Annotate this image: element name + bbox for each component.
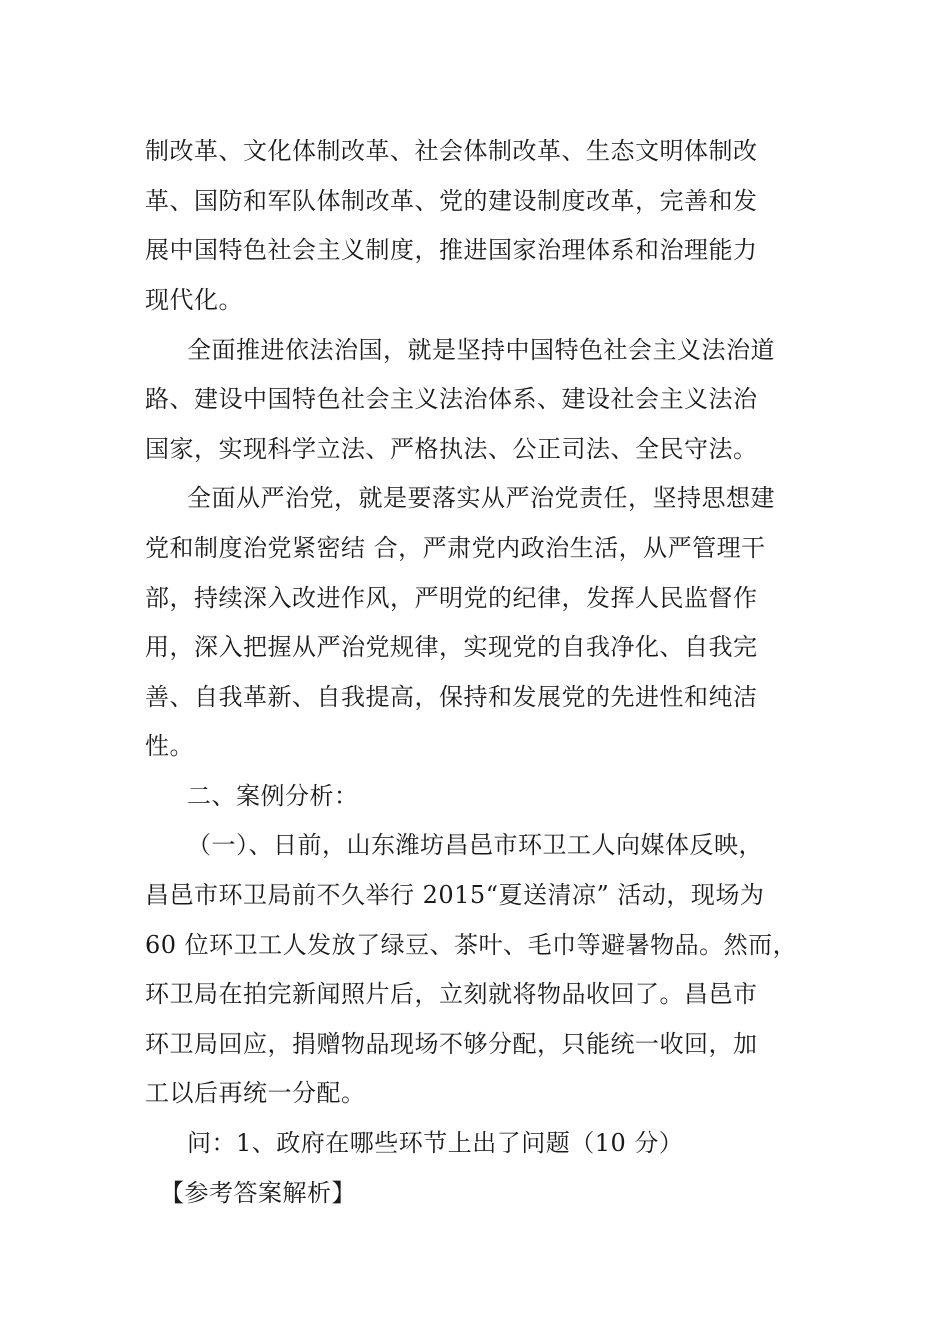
text-line: 用，深入把握从严治党规律，实现党的自我净化、自我完 [145,633,758,661]
text-line: 工以后再统一分配。 [145,1079,366,1107]
text-line: 性。 [145,732,194,760]
paragraph-first-line: 全面从严治党，就是要落实从严治党责任，坚持思想建 [187,484,775,512]
text-line: 昌邑市环卫局前不久举行 2015“夏送清凉” 活动，现场为 [145,881,765,909]
text-line: 环卫局回应，捐赠物品现场不够分配，只能统一收回，加 [145,1030,758,1058]
text-line: 现代化。 [145,286,243,314]
text-line: 制改革、文化体制改革、社会体制改革、生态文明体制改 [145,137,758,165]
section-heading: 二、案例分析： [187,782,359,810]
text-line: 环卫局在拍完新闻照片后，立刻就将物品收回了。昌邑市 [145,980,758,1008]
answer-heading: 【参考答案解析】 [160,1179,356,1207]
question-line: 问：1、政府在哪些环节上出了问题（10 分） [187,1129,684,1157]
text-line: 路、建设中国特色社会主义法治体系、建设社会主义法治 [145,385,758,413]
text-line: 国家，实现科学立法、严格执法、公正司法、全民守法。 [145,435,758,463]
text-line: 60 位环卫工人发放了绿豆、茶叶、毛巾等避暑物品。然而， [145,931,798,959]
text-line: 展中国特色社会主义制度，推进国家治理体系和治理能力 [145,236,758,264]
text-line: 革、国防和军队体制改革、党的建设制度改革，完善和发 [145,187,758,215]
text-line: 部，持续深入改进作风，严明党的纪律，发挥人民监督作 [145,584,758,612]
text-line: 党和制度治党紧密结 合，严肃党内政治生活，从严管理干 [145,534,766,562]
paragraph-first-line: 全面推进依法治国，就是坚持中国特色社会主义法治道 [187,336,775,364]
text-line: 善、自我革新、自我提高，保持和发展党的先进性和纯洁 [145,683,758,711]
paragraph-first-line: （一）、日前，山东潍坊昌邑市环卫工人向媒体反映， [187,831,763,859]
